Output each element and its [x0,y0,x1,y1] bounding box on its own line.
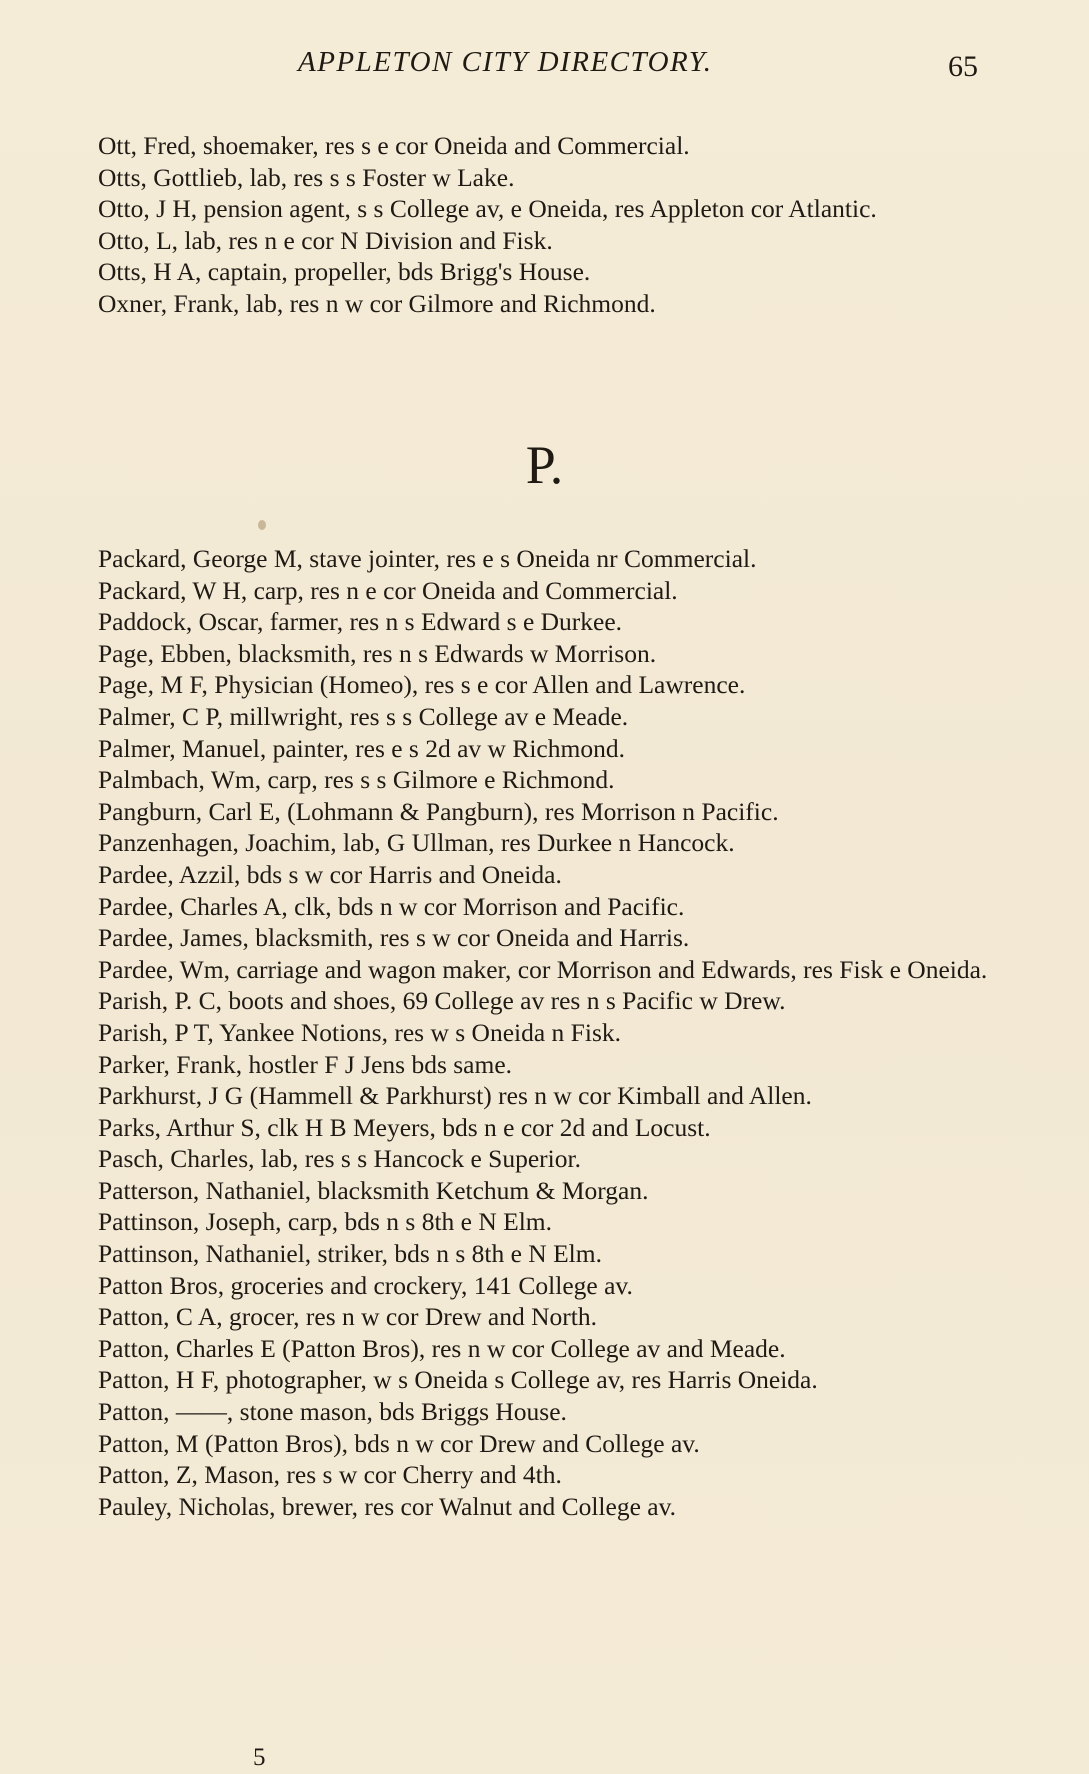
directory-entry: Parkhurst, J G (Hammell & Parkhurst) res n w cor Kimball and Allen. [98,1081,812,1111]
page-header [0,46,1089,86]
directory-entry: Patton, H F, photographer, w s Oneida s College av, res Harris Oneida. [98,1365,818,1395]
o-entries-list [98,130,988,320]
directory-entry: Pardee, Charles A, clk, bds n w cor Morrison and Pacific. [98,891,685,921]
directory-entry: Packard, W H, carp, res n e cor Oneida and Commercial. [98,575,678,605]
directory-entry: Parker, Frank, hostler F J Jens bds same. [98,1049,513,1079]
directory-entry: Palmer, Manuel, painter, res e s 2d av w Richmond. [98,733,625,763]
directory-entry: Pattinson, Joseph, carp, bds n s 8th e N Elm. [98,1207,553,1237]
page-number: 65 [948,50,978,83]
directory-entry: Pangburn, Carl E, (Lohmann & Pangburn), res Morrison n Pacific. [98,796,779,826]
section-heading-p: P. [525,435,564,495]
directory-entry: Page, Ebben, blacksmith, res n s Edwards w Morrison. [98,638,657,668]
directory-entry: Oxner, Frank, lab, res n w cor Gilmore and Richmond. [98,288,656,318]
directory-entry: Patton, Z, Mason, res s w cor Cherry and 4th. [98,1460,562,1490]
directory-entry: Palmbach, Wm, carp, res s s Gilmore e Richmond. [98,765,615,795]
directory-entry: Panzenhagen, Joachim, lab, G Ullman, res Durkee n Hancock. [98,828,735,858]
directory-entry: Pasch, Charles, lab, res s s Hancock e Superior. [98,1144,581,1174]
directory-entry: Parks, Arthur S, clk H B Meyers, bds n e cor 2d and Locust. [98,1112,711,1142]
directory-entry: Paddock, Oscar, farmer, res n s Edward s e Durkee. [98,607,623,637]
directory-entry: Pardee, Wm, carriage and wagon maker, cor Morrison and Edwards, res Fisk e Oneida. [98,954,988,984]
directory-entry: Parish, P T, Yankee Notions, res w s Oneida n Fisk. [98,1017,621,1047]
directory-entry: Otto, L, lab, res n e cor N Division and Fisk. [98,225,553,255]
p-entries-list [98,543,988,1522]
directory-entry: Otto, J H, pension agent, s s College av, e Oneida, res Appleton cor Atlantic. [98,194,877,224]
directory-entry: Pauley, Nicholas, brewer, res cor Walnut and College av. [98,1491,677,1521]
ink-speck-icon [258,520,266,530]
directory-entry: Patton, ——, stone mason, bds Briggs House. [98,1397,567,1427]
signature-mark: 5 [253,1744,266,1771]
directory-entry: Patton, M (Patton Bros), bds n w cor Drew and College av. [98,1428,700,1458]
directory-entry: Patton, Charles E (Patton Bros), res n w cor College av and Meade. [98,1333,786,1363]
directory-entry: Patton Bros, groceries and crockery, 141 College av. [98,1270,633,1300]
directory-entry: Pardee, Azzil, bds s w cor Harris and Oneida. [98,859,562,889]
directory-entry: Packard, George M, stave jointer, res e s Oneida nr Commercial. [98,544,757,573]
directory-entry: Pattinson, Nathaniel, striker, bds n s 8th e N Elm. [98,1239,602,1269]
directory-entry: Patterson, Nathaniel, blacksmith Ketchum & Morgan. [98,1175,649,1205]
directory-entry: Otts, H A, captain, propeller, bds Brigg's House. [98,257,591,287]
directory-entry: Ott, Fred, shoemaker, res s e cor Oneida and Commercial. [98,131,690,160]
directory-entry: Pardee, James, blacksmith, res s w cor Oneida and Harris. [98,923,690,953]
directory-entry: Page, M F, Physician (Homeo), res s e cor Allen and Lawrence. [98,670,746,700]
directory-entry: Patton, C A, grocer, res n w cor Drew and North. [98,1302,597,1332]
running-title: APPLETON CITY DIRECTORY. [298,46,713,78]
directory-entry: Otts, Gottlieb, lab, res s s Foster w Lake. [98,162,515,192]
directory-entry: Palmer, C P, millwright, res s s College av e Meade. [98,701,629,731]
directory-entry: Parish, P. C, boots and shoes, 69 College av res n s Pacific w Drew. [98,986,786,1016]
